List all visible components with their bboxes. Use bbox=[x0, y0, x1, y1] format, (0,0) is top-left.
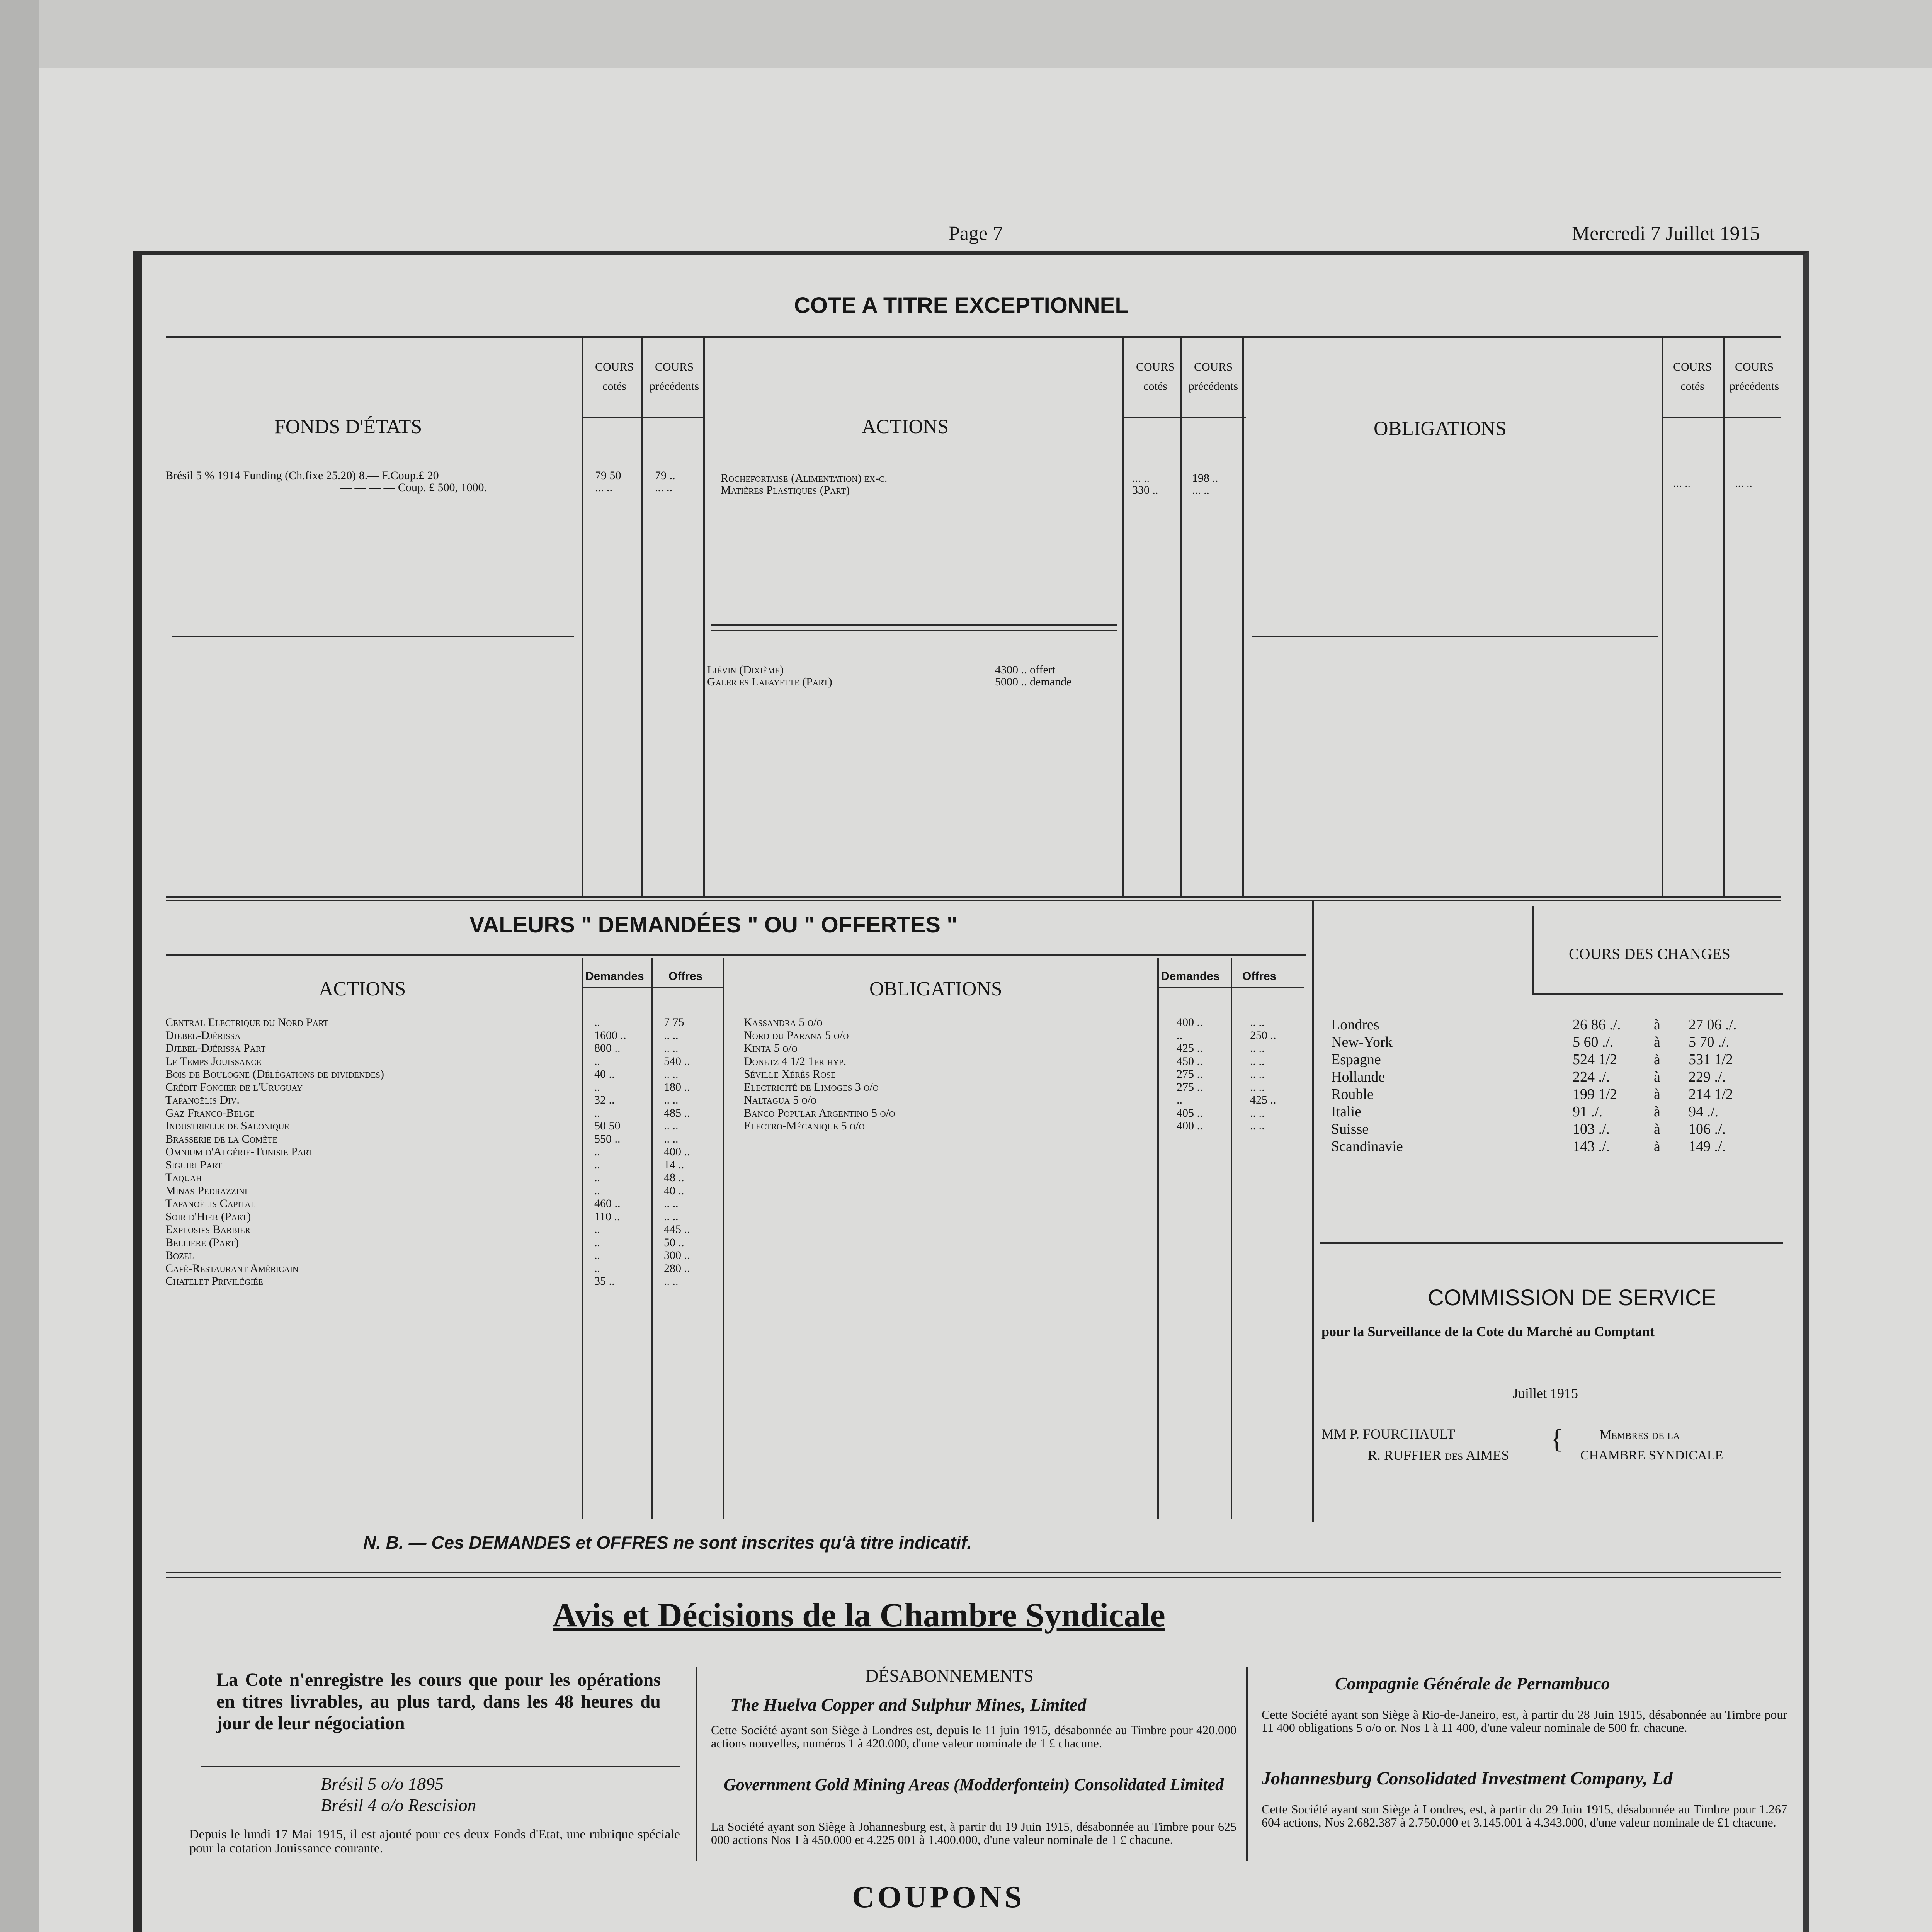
dem-row bbox=[744, 1042, 1304, 1055]
dem-row-offre: 400 .. bbox=[664, 1145, 690, 1158]
page-number: Page 7 bbox=[949, 223, 1003, 245]
dem-actions-list bbox=[165, 1016, 741, 1288]
dem-row-name: Bozel bbox=[165, 1249, 194, 1261]
pern-text: Cette Société ayant son Siège à Rio-de-Janeiro, est, à partir du 28 Juin 1915, désabonnée au Timbre pour 11 400 obligations 5 o/o or, Nos 1 à 11 400, d'une valeur nominale de 500 fr. chacune. bbox=[1262, 1708, 1787, 1735]
demandees-changes-divider bbox=[1312, 900, 1314, 1522]
avis-bresil-1: Brésil 5 o/o 1895 bbox=[321, 1774, 444, 1794]
actions-extra-name: Liévin (Dixième) bbox=[707, 663, 784, 676]
cote-actions-col-rule-3 bbox=[1242, 336, 1244, 896]
cote-title: COTE A TITRE EXCEPTIONNEL bbox=[794, 293, 1129, 318]
actions-extra-value: 4300 .. offert bbox=[995, 663, 1056, 676]
change-sep: à bbox=[1654, 1017, 1660, 1033]
actions-extra-name: Galeries Lafayette (Part) bbox=[707, 675, 832, 688]
huelva-text: Cette Société ayant son Siège à Londres est, depuis le 11 juin 1915, désabonnée au Timbre pour 420.000 actions nouvelles, numéros 1 à 420.000, d'une valeur nominale de 1 £ chacune. bbox=[711, 1723, 1236, 1750]
fonds-row-name: — — — — Coup. £ 500, 1000. bbox=[340, 481, 487, 494]
cote-fonds-col-rule-1 bbox=[582, 336, 583, 896]
actions-extra-value: 5000 .. demande bbox=[995, 675, 1072, 688]
dem-row bbox=[165, 1211, 741, 1224]
dem-row-name: Omnium d'Algérie-Tunisie Part bbox=[165, 1146, 313, 1158]
dem-row-offre: 7 75 bbox=[664, 1016, 684, 1029]
change-row bbox=[1331, 1016, 1776, 1034]
dem-row bbox=[744, 1094, 1304, 1107]
actions-row-prec: ... .. bbox=[1192, 484, 1209, 497]
oblig-separator bbox=[1252, 636, 1658, 637]
change-row bbox=[1331, 1086, 1776, 1103]
dem-oblig-title: OBLIGATIONS bbox=[869, 978, 1002, 1000]
dem-row-name: Soir d'Hier (Part) bbox=[165, 1210, 251, 1223]
change-name: Hollande bbox=[1331, 1069, 1385, 1085]
fonds-row-cote: 79 50 bbox=[595, 469, 621, 482]
dem-row-name: Taquah bbox=[165, 1172, 202, 1184]
oblig-header-underline bbox=[1662, 417, 1781, 418]
dem-row bbox=[165, 1081, 741, 1094]
changes-title: COURS DES CHANGES bbox=[1569, 945, 1730, 963]
coupons-title: COUPONS bbox=[852, 1880, 1025, 1914]
dem-row-demande: .. bbox=[594, 1223, 600, 1236]
cours-prec-header: COURS précédents bbox=[649, 361, 699, 393]
dem-row-name: Belliere (Part) bbox=[165, 1236, 239, 1248]
cours-cotes-header-2: COURS cotés bbox=[1136, 361, 1175, 393]
dem-row-demande: 275 .. bbox=[1177, 1080, 1203, 1094]
dem-row-demande: 425 .. bbox=[1177, 1042, 1203, 1054]
changes-header-rule bbox=[1532, 993, 1783, 995]
dem-row-offre: 280 .. bbox=[664, 1262, 690, 1275]
change-row bbox=[1331, 1138, 1776, 1155]
dem-row-name: Djebel-Djérissa Part bbox=[165, 1042, 266, 1054]
dem-row bbox=[744, 1081, 1304, 1094]
dem-row-demande: 460 .. bbox=[594, 1197, 621, 1210]
change-to: 5 70 ./. bbox=[1689, 1034, 1730, 1050]
actions-separator-1 bbox=[711, 624, 1117, 626]
desab-title: DÉSABONNEMENTS bbox=[866, 1666, 1034, 1685]
dem-row-name: Café-Restaurant Américain bbox=[165, 1262, 299, 1274]
avis-left-rule bbox=[201, 1766, 680, 1767]
dem-row-name: Siguiri Part bbox=[165, 1158, 222, 1171]
dem-row-demande: 40 .. bbox=[594, 1068, 615, 1080]
dem-row-demande: 550 .. bbox=[594, 1132, 621, 1145]
dem-row-name: Séville Xérès Rose bbox=[744, 1068, 836, 1080]
actions-row-cote: ... .. bbox=[1132, 472, 1150, 485]
dem-row bbox=[165, 1236, 741, 1250]
dem-row-offre: .. .. bbox=[664, 1094, 679, 1106]
dem-row-demande: .. bbox=[594, 1249, 600, 1262]
change-row bbox=[1331, 1068, 1776, 1086]
ggm-text: La Société ayant son Siège à Johannesburg est, à partir du 19 Juin 1915, désabonnée au Timbre pour 625 000 actions Nos 1 à 450.000 et 4.225 001 à 1.400.000, d'une valeur nominale de 1 £ chacune. bbox=[711, 1820, 1236, 1847]
dem-row bbox=[165, 1068, 741, 1081]
dem-row bbox=[165, 1197, 741, 1211]
change-from: 91 ./. bbox=[1573, 1104, 1603, 1120]
avis-top-rule-1 bbox=[166, 1572, 1781, 1573]
actions-title: ACTIONS bbox=[862, 416, 949, 438]
change-row bbox=[1331, 1103, 1776, 1121]
change-sep: à bbox=[1654, 1034, 1660, 1050]
dem-row-name: Donetz 4 1/2 1er hyp. bbox=[744, 1055, 847, 1067]
dem-oblig-list bbox=[744, 1016, 1304, 1133]
dem-row-offre: 14 .. bbox=[664, 1158, 684, 1171]
cote-actions-col-rule-1 bbox=[1122, 336, 1124, 896]
dem-col-underline-2 bbox=[1157, 987, 1304, 988]
dem-row-offre: .. .. bbox=[664, 1210, 679, 1223]
fonds-title: FONDS D'ÉTATS bbox=[274, 416, 422, 438]
dem-row-name: Nord du Parana 5 o/o bbox=[744, 1029, 849, 1041]
dem-row-offre: 180 .. bbox=[664, 1080, 690, 1094]
actions-header-underline bbox=[1122, 417, 1246, 418]
dem-row-offre: .. .. bbox=[664, 1119, 679, 1132]
dem-row-demande: 405 .. bbox=[1177, 1106, 1203, 1119]
dem-row-offre: .. .. bbox=[1250, 1119, 1265, 1132]
huelva-title: The Huelva Copper and Sulphur Mines, Limited bbox=[730, 1695, 1087, 1714]
fonds-header-underline bbox=[582, 417, 705, 418]
dem-row bbox=[165, 1275, 741, 1288]
dem-row-name: Industrielle de Salonique bbox=[165, 1120, 289, 1132]
dem-row-demande: .. bbox=[594, 1145, 600, 1158]
dem-row bbox=[165, 1249, 741, 1262]
dem-row-demande: 275 .. bbox=[1177, 1068, 1203, 1080]
dem-row-name: Kinta 5 o/o bbox=[744, 1042, 798, 1054]
change-name: New-York bbox=[1331, 1034, 1393, 1050]
change-name: Suisse bbox=[1331, 1121, 1369, 1137]
dem-col-demandes: Demandes bbox=[585, 970, 644, 983]
dem-row-offre: .. .. bbox=[664, 1197, 679, 1210]
fonds-row-prec: ... .. bbox=[655, 481, 672, 494]
dem-row bbox=[744, 1016, 1304, 1029]
change-row bbox=[1331, 1034, 1776, 1051]
changes-bottom-rule bbox=[1320, 1242, 1783, 1244]
commission-subtitle: pour la Surveillance de la Cote du Marché au Comptant bbox=[1321, 1324, 1655, 1339]
dem-row-demande: .. bbox=[594, 1236, 600, 1249]
dem-row-demande: 450 .. bbox=[1177, 1054, 1203, 1068]
oblig-row-cote: ... .. bbox=[1673, 477, 1690, 490]
change-sep: à bbox=[1654, 1069, 1660, 1085]
dem-row-offre: .. .. bbox=[1250, 1080, 1265, 1094]
page-binding-edge bbox=[0, 0, 39, 1932]
avis-top-rule-2 bbox=[166, 1577, 1781, 1578]
dem-row-demande: .. bbox=[594, 1016, 600, 1029]
avis-title: Avis et Décisions de la Chambre Syndicale bbox=[553, 1597, 1165, 1634]
change-from: 199 1/2 bbox=[1573, 1086, 1617, 1102]
dem-row-demande: .. bbox=[594, 1184, 600, 1197]
commission-title: COMMISSION DE SERVICE bbox=[1428, 1285, 1716, 1310]
dem-row-name: Tapanoëlis Div. bbox=[165, 1094, 240, 1106]
dem-row bbox=[165, 1262, 741, 1276]
dem-row-demande: 800 .. bbox=[594, 1042, 621, 1054]
dem-row-offre: 50 .. bbox=[664, 1236, 684, 1249]
change-from: 5 60 ./. bbox=[1573, 1034, 1614, 1050]
commission-role-1: Membres de la bbox=[1600, 1428, 1680, 1442]
dem-row-name: Djebel-Djérissa bbox=[165, 1029, 241, 1041]
dem-row-demande: 50 50 bbox=[594, 1119, 621, 1132]
fonds-row-cote: ... .. bbox=[595, 481, 612, 494]
ggm-title: Government Gold Mining Areas (Modderfontein) Consolidated Limited bbox=[724, 1775, 1224, 1794]
cote-bottom-rule-2 bbox=[166, 900, 1781, 901]
dem-row bbox=[165, 1172, 741, 1185]
dem-col-offres: Offres bbox=[668, 970, 703, 983]
commission-name-2: R. RUFFIER des AIMES bbox=[1368, 1447, 1509, 1463]
page-date: Mercredi 7 Juillet 1915 bbox=[1572, 223, 1760, 245]
dem-row-demande: 35 .. bbox=[594, 1275, 615, 1287]
dem-row-name: Le Temps Jouissance bbox=[165, 1055, 262, 1067]
change-to: 27 06 ./. bbox=[1689, 1017, 1737, 1033]
dem-row-name: Bois de Boulogne (Délégations de dividendes) bbox=[165, 1068, 384, 1080]
dem-row-name: Naltagua 5 o/o bbox=[744, 1094, 817, 1106]
avis-col-rule-1 bbox=[696, 1667, 697, 1861]
dem-row-offre: 425 .. bbox=[1250, 1094, 1276, 1106]
change-sep: à bbox=[1654, 1121, 1660, 1137]
dem-col-demandes-2: Demandes bbox=[1161, 970, 1220, 983]
dem-row-offre: 540 .. bbox=[664, 1054, 690, 1068]
dem-col-underline-1 bbox=[582, 987, 723, 988]
dem-row-name: Central Electrique du Nord Part bbox=[165, 1016, 328, 1028]
dem-row-name: Gaz Franco-Belge bbox=[165, 1107, 255, 1119]
change-row bbox=[1331, 1051, 1776, 1068]
dem-row-demande: .. bbox=[594, 1158, 600, 1171]
dem-row-offre: 48 .. bbox=[664, 1171, 684, 1184]
avis-bresil-text: Depuis le lundi 17 Mai 1915, il est ajouté pour ces deux Fonds d'Etat, une rubrique spéciale pour la cotation Jouissance courante. bbox=[189, 1827, 680, 1855]
dem-row-name: Kassandra 5 o/o bbox=[744, 1016, 823, 1028]
obligations-title: OBLIGATIONS bbox=[1374, 418, 1507, 440]
commission-name-1: MM P. FOURCHAULT bbox=[1321, 1426, 1455, 1442]
change-sep: à bbox=[1654, 1086, 1660, 1102]
dem-row-name: Minas Pedrazzini bbox=[165, 1184, 247, 1197]
cours-cotes-header: COURS cotés bbox=[595, 361, 634, 393]
change-name: Londres bbox=[1331, 1017, 1379, 1033]
dem-row bbox=[165, 1159, 741, 1172]
change-name: Espagne bbox=[1331, 1051, 1381, 1068]
avis-left-notice: La Cote n'enregistre les cours que pour les opérations en titres livrables, au plus tard, dans les 48 heures du jour de leur négociation bbox=[216, 1670, 661, 1733]
change-name: Rouble bbox=[1331, 1086, 1374, 1102]
dem-row-name: Banco Popular Argentino 5 o/o bbox=[744, 1107, 895, 1119]
change-sep: à bbox=[1654, 1104, 1660, 1120]
dem-row bbox=[744, 1107, 1304, 1120]
dem-row bbox=[165, 1133, 741, 1146]
dem-row-name: Tapanoëlis Capital bbox=[165, 1197, 256, 1209]
dem-row-offre: .. .. bbox=[1250, 1068, 1265, 1080]
dem-row-offre: .. .. bbox=[664, 1132, 679, 1145]
joh-text: Cette Société ayant son Siège à Londres, est, à partir du 29 Juin 1915, désabonnée au Timbre pour 1.267 604 actions, Nos 2.682.387 à 2.750.000 et 3.145.001 à 4.343.000, d'une valeur nominale de £1 chacune. bbox=[1262, 1802, 1787, 1829]
cote-actions-col-rule-2 bbox=[1180, 336, 1182, 896]
change-to: 94 ./. bbox=[1689, 1104, 1719, 1120]
dem-row-offre: 485 .. bbox=[664, 1106, 690, 1119]
dem-row-offre: 40 .. bbox=[664, 1184, 684, 1197]
commission-brace: { bbox=[1550, 1424, 1563, 1454]
cours-prec-header-3: COURS précédents bbox=[1729, 361, 1779, 393]
cote-oblig-col-rule-1 bbox=[1662, 336, 1663, 896]
dem-row bbox=[165, 1016, 741, 1029]
joh-title: Johannesburg Consolidated Investment Company, Ld bbox=[1262, 1768, 1673, 1789]
dem-row-offre: .. .. bbox=[1250, 1042, 1265, 1054]
change-from: 26 86 ./. bbox=[1573, 1017, 1621, 1033]
avis-bresil-2: Brésil 4 o/o Rescision bbox=[321, 1795, 476, 1815]
actions-row-name: Matières Plastiques (Part) bbox=[721, 484, 850, 497]
cote-fonds-col-rule-3 bbox=[703, 336, 705, 896]
change-from: 143 ./. bbox=[1573, 1138, 1610, 1155]
change-sep: à bbox=[1654, 1051, 1660, 1068]
actions-row-prec: 198 .. bbox=[1192, 472, 1218, 485]
dem-row bbox=[744, 1120, 1304, 1133]
dem-row-demande: 1600 .. bbox=[594, 1029, 626, 1042]
dem-row-name: Electricité de Limoges 3 o/o bbox=[744, 1081, 879, 1093]
dem-row bbox=[165, 1146, 741, 1159]
demandees-header-rule bbox=[166, 954, 1306, 956]
dem-row bbox=[165, 1107, 741, 1120]
change-from: 103 ./. bbox=[1573, 1121, 1610, 1137]
dem-row-demande: 400 .. bbox=[1177, 1016, 1203, 1029]
dem-row-demande: 32 .. bbox=[594, 1094, 615, 1106]
oblig-row-prec: ... .. bbox=[1735, 477, 1752, 490]
actions-row-cote: 330 .. bbox=[1132, 484, 1158, 497]
changes-left-rule bbox=[1532, 906, 1534, 995]
change-name: Scandinavie bbox=[1331, 1138, 1403, 1155]
fonds-separator bbox=[172, 636, 574, 637]
dem-row-demande: .. bbox=[1177, 1094, 1182, 1106]
dem-row-offre: 445 .. bbox=[664, 1223, 690, 1236]
change-from: 224 ./. bbox=[1573, 1069, 1610, 1085]
dem-row-demande: .. bbox=[594, 1080, 600, 1094]
dem-row bbox=[744, 1068, 1304, 1081]
dem-row-demande: 110 .. bbox=[594, 1210, 620, 1223]
dem-row-offre: .. .. bbox=[664, 1042, 679, 1054]
cote-header-rule bbox=[166, 336, 1781, 338]
dem-row-offre: 250 .. bbox=[1250, 1029, 1276, 1042]
fonds-row-prec: 79 .. bbox=[655, 469, 675, 482]
dem-row-offre: .. .. bbox=[1250, 1016, 1265, 1029]
demandees-note: N. B. — Ces DEMANDES et OFFRES ne sont inscrites qu'à titre indicatif. bbox=[363, 1532, 972, 1553]
dem-row-demande: .. bbox=[594, 1054, 600, 1068]
dem-row-demande: .. bbox=[1177, 1029, 1182, 1042]
dem-row-demande: .. bbox=[594, 1171, 600, 1184]
change-to: 229 ./. bbox=[1689, 1069, 1726, 1085]
avis-col-rule-2 bbox=[1246, 1667, 1248, 1861]
commission-month: Juillet 1915 bbox=[1513, 1386, 1578, 1401]
dem-row-name: Chatelet Privilégiée bbox=[165, 1275, 263, 1287]
changes-list bbox=[1331, 1016, 1776, 1155]
dem-row-name: Brasserie de la Comète bbox=[165, 1133, 278, 1145]
change-to: 531 1/2 bbox=[1689, 1051, 1733, 1068]
cote-fonds-col-rule-2 bbox=[641, 336, 643, 896]
dem-row bbox=[165, 1055, 741, 1068]
fonds-row-name: Brésil 5 % 1914 Funding (Ch.fixe 25.20) 8.— F.Coup.£ 20 bbox=[165, 469, 439, 482]
dem-row-name: Electro-Mécanique 5 o/o bbox=[744, 1120, 865, 1132]
cote-oblig-col-rule-2 bbox=[1723, 336, 1725, 896]
commission-role-2: CHAMBRE SYNDICALE bbox=[1580, 1448, 1723, 1463]
dem-row bbox=[744, 1029, 1304, 1043]
dem-row-offre: 300 .. bbox=[664, 1249, 690, 1262]
change-to: 106 ./. bbox=[1689, 1121, 1726, 1137]
dem-row-offre: .. .. bbox=[1250, 1054, 1265, 1068]
change-sep: à bbox=[1654, 1138, 1660, 1155]
dem-row bbox=[165, 1094, 741, 1107]
dem-row-offre: .. .. bbox=[664, 1068, 679, 1080]
pern-title: Compagnie Générale de Pernambuco bbox=[1335, 1673, 1610, 1693]
dem-row bbox=[165, 1185, 741, 1198]
dem-col-offres-2: Offres bbox=[1242, 970, 1277, 983]
dem-row bbox=[744, 1055, 1304, 1068]
dem-row-offre: .. .. bbox=[664, 1275, 679, 1287]
change-name: Italie bbox=[1331, 1104, 1362, 1120]
dem-row-offre: .. .. bbox=[664, 1029, 679, 1042]
dem-actions-title: ACTIONS bbox=[319, 978, 406, 1000]
cours-prec-header-2: COURS précédents bbox=[1188, 361, 1238, 393]
actions-separator-2 bbox=[711, 630, 1117, 631]
dem-row bbox=[165, 1120, 741, 1133]
dem-row-demande: .. bbox=[594, 1106, 600, 1119]
dem-row bbox=[165, 1223, 741, 1236]
dem-row-offre: .. .. bbox=[1250, 1106, 1265, 1119]
dem-row-demande: .. bbox=[594, 1262, 600, 1275]
change-to: 214 1/2 bbox=[1689, 1086, 1733, 1102]
dem-row bbox=[165, 1042, 741, 1055]
dem-row-demande: 400 .. bbox=[1177, 1119, 1203, 1132]
cote-bottom-rule-1 bbox=[166, 896, 1781, 898]
dem-row-name: Explosifs Barbier bbox=[165, 1223, 250, 1235]
actions-row-name: Rochefortaise (Alimentation) ex-c. bbox=[721, 472, 888, 485]
dem-row bbox=[165, 1029, 741, 1043]
change-from: 524 1/2 bbox=[1573, 1051, 1617, 1068]
cours-cotes-header-3: COURS cotés bbox=[1673, 361, 1712, 393]
demandees-title: VALEURS " DEMANDÉES " OU " OFFERTES " bbox=[469, 912, 957, 937]
dem-row-name: Crédit Foncier de l'Uruguay bbox=[165, 1081, 303, 1093]
change-row bbox=[1331, 1121, 1776, 1138]
change-to: 149 ./. bbox=[1689, 1138, 1726, 1155]
